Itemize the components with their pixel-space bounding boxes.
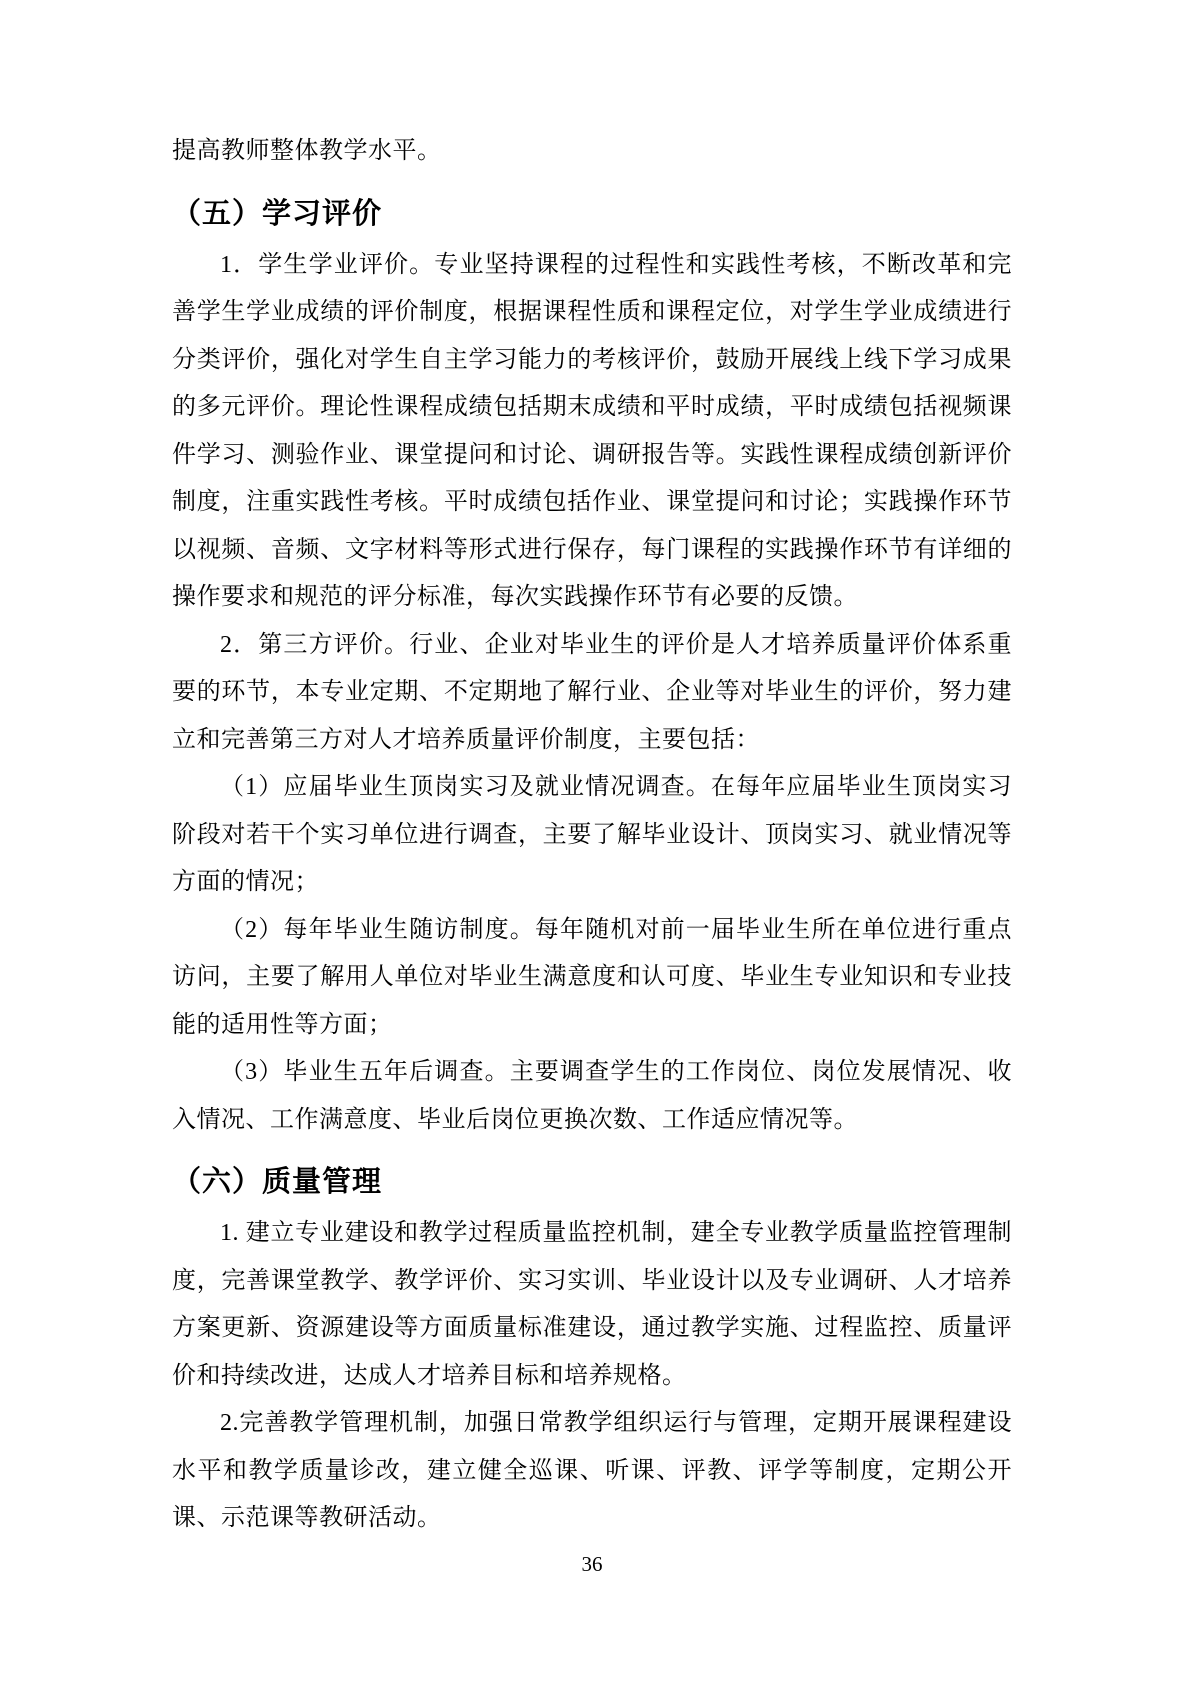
section-5-paragraph-2: 2．第三方评价。行业、企业对毕业生的评价是人才培养质量评价体系重要的环节，本专业定期、不定期地了解行业、企业等对毕业生的评价，努力建立和完善第三方对人才培养质量评价制度，主要包括： <box>172 631 1012 753</box>
section-5-paragraph-3: （1）应届毕业生顶岗实习及就业情况调查。在每年应届毕业生顶岗实习阶段对若干个实习单位进行调查，主要了解毕业设计、顶岗实习、就业情况等方面的情况； <box>172 774 1012 895</box>
section-5-paragraph-5: （3）毕业生五年后调查。主要调查学生的工作岗位、岗位发展情况、收入情况、工作满意度、毕业后岗位更换次数、工作适应情况等。 <box>172 1059 1012 1133</box>
section-6-heading: （六）质量管理 <box>172 1164 383 1198</box>
page-number: 36 <box>581 1551 603 1576</box>
section-6-paragraph-1: 1. 建立专业建设和教学过程质量监控机制，建全专业教学质量监控管理制度，完善课堂教学、教学评价、实习实训、毕业设计以及专业调研、人才培养方案更新、资源建设等方面质量标准建设，通过教学实施、过程监控、质量评价和持续改进，达成人才培养目标和培养规格。 <box>172 1220 1012 1389</box>
paragraph-continuation: 提高教师整体教学水平。 <box>172 138 442 164</box>
section-5-paragraph-4: （2）每年毕业生随访制度。每年随机对前一届毕业生所在单位进行重点访问，主要了解用人单位对毕业生满意度和认可度、毕业生专业知识和专业技能的适用性等方面； <box>172 916 1012 1038</box>
section-5-heading: （五）学习评价 <box>172 195 383 230</box>
section-5-paragraph-1: 1．学生学业评价。专业坚持课程的过程性和实践性考核，不断改革和完善学生学业成绩的评价制度，根据课程性质和课程定位，对学生学业成绩进行分类评价，强化对学生自主学习能力的考核评价，鼓励开展线上线下学习成果的多元评价。理论性课程成绩包括期末成绩和平时成绩，平时成绩包括视频课件学习、测验作业、课堂提问和讨论、调研报告等。实践性课程成绩创新评价制度，注重实践性考核。平时成绩包括作业、课堂提问和讨论；实践操作环节以视频、音频、文字材料等形式进行保存，每门课程的实践操作环节有详细的操作要求和规范的评分标准，每次实践操作环节有必要的反馈。 <box>172 251 1012 610</box>
section-6-paragraph-2: 2.完善教学管理机制，加强日常教学组织运行与管理，定期开展课程建设水平和教学质量诊改，建立健全巡课、听课、评教、评学等制度，定期公开课、示范课等教研活动。 <box>172 1410 1012 1531</box>
